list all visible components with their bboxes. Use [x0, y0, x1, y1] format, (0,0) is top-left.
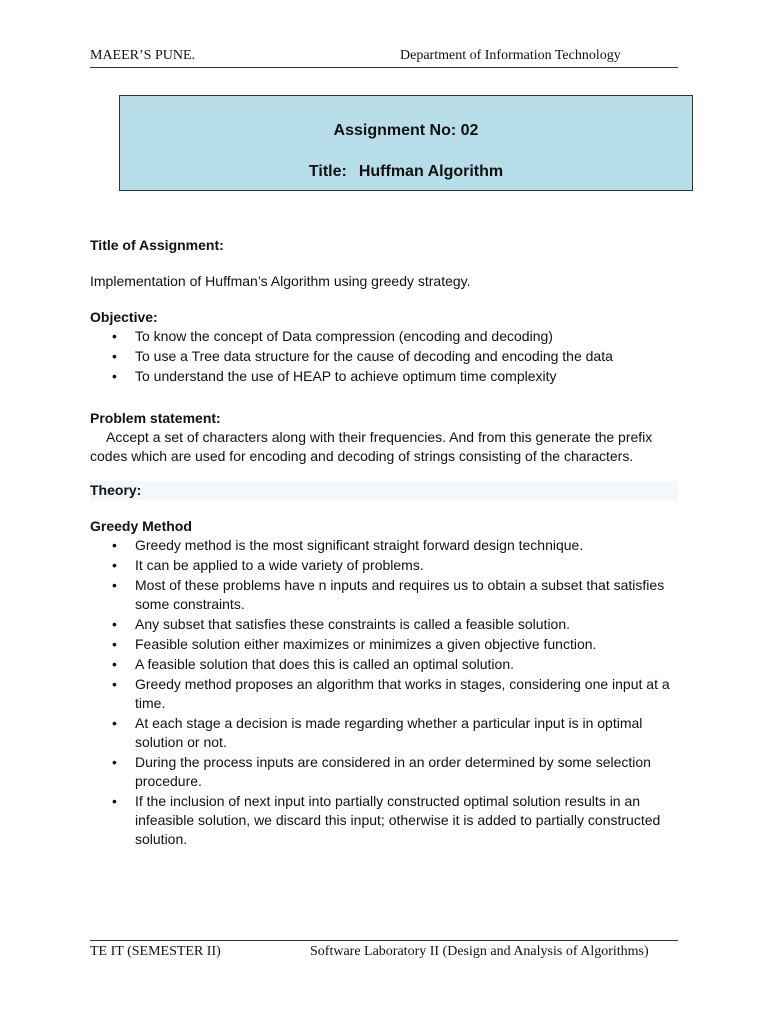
footer-course: Software Laboratory II (Design and Analysis of Algorithms) — [310, 944, 649, 959]
title-of-assignment-text: Implementation of Huffman’s Algorithm using greedy strategy. — [90, 273, 471, 289]
greedy-method-heading: Greedy Method — [90, 518, 192, 534]
bullet: • — [112, 328, 117, 344]
assignment-number: Assignment No: 02 — [333, 122, 479, 139]
header-department: Department of Information Technology — [400, 48, 621, 63]
bullet: • — [112, 577, 117, 593]
greedy-point-text: Greedy method is the most significant straight forward design technique. — [135, 537, 584, 553]
theory-heading: Theory: — [90, 481, 678, 500]
greedy-point-text: A feasible solution that does this is called an optimal solution. — [135, 656, 515, 672]
header-institution: MAEER’S PUNE. — [90, 48, 196, 63]
list-item — [90, 655, 680, 674]
list-item — [90, 675, 680, 713]
title-of-assignment-heading: Title of Assignment: — [90, 237, 224, 253]
footer-semester: TE IT (SEMESTER II) — [90, 944, 221, 959]
objective-text: To understand the use of HEAP to achieve optimum time complexity — [135, 368, 557, 384]
bullet: • — [112, 368, 117, 384]
list-item — [90, 367, 680, 386]
list-item — [90, 792, 680, 849]
greedy-point-text: During the process inputs are considered in an order determined by some selection procedure. — [135, 754, 651, 789]
list-item — [90, 327, 680, 346]
greedy-point-text: If the inclusion of next input into partially constructed optimal solution results in an infeasible solution, we discard this input; otherwise it is added to partially constructed solution. — [135, 793, 661, 847]
greedy-point-text: It can be applied to a wide variety of problems. — [135, 557, 424, 573]
list-item — [90, 615, 680, 634]
bullet: • — [112, 557, 117, 573]
title-label: Title: — [308, 163, 347, 180]
bullet: • — [112, 656, 117, 672]
greedy-point-text: Any subset that satisfies these constraints is called a feasible solution. — [135, 616, 571, 632]
bullet: • — [112, 537, 117, 553]
objective-text: To use a Tree data structure for the cause of decoding and encoding the data — [135, 348, 613, 364]
greedy-method-list — [90, 536, 680, 849]
greedy-point-text: At each stage a decision is made regarding whether a particular input is in optimal solution or not. — [135, 715, 643, 750]
list-item — [90, 347, 680, 366]
bullet: • — [112, 348, 117, 364]
bullet: • — [112, 616, 117, 632]
objective-heading: Objective: — [90, 309, 158, 325]
list-item — [90, 556, 680, 575]
bullet: • — [112, 793, 117, 809]
bullet: • — [112, 676, 117, 692]
bullet: • — [112, 636, 117, 652]
greedy-point-text: Greedy method proposes an algorithm that works in stages, considering one input at a time. — [135, 676, 670, 711]
assignment-title-box — [119, 95, 693, 191]
problem-statement-text: Accept a set of characters along with their frequencies. And from this generate the prefix codes which are used for encoding and decoding of strings consisting of the characters. — [90, 429, 653, 464]
bullet: • — [112, 754, 117, 770]
bullet: • — [112, 715, 117, 731]
list-item — [90, 753, 680, 791]
problem-statement-heading: Problem statement: — [90, 410, 221, 426]
objective-text: To know the concept of Data compression (encoding and decoding) — [135, 328, 553, 344]
page-footer — [90, 940, 678, 963]
objective-list — [90, 327, 680, 386]
list-item — [90, 635, 680, 654]
list-item — [90, 536, 680, 555]
greedy-point-text: Feasible solution either maximizes or minimizes a given objective function. — [135, 636, 597, 652]
assignment-title — [120, 163, 692, 181]
list-item — [90, 714, 680, 752]
document-body — [90, 236, 680, 850]
greedy-point-text: Most of these problems have n inputs and requires us to obtain a subset that satisfies some constraints. — [135, 577, 665, 612]
title-value: Huffman Algorithm — [358, 163, 504, 180]
page-header — [90, 47, 678, 68]
list-item — [90, 576, 680, 614]
